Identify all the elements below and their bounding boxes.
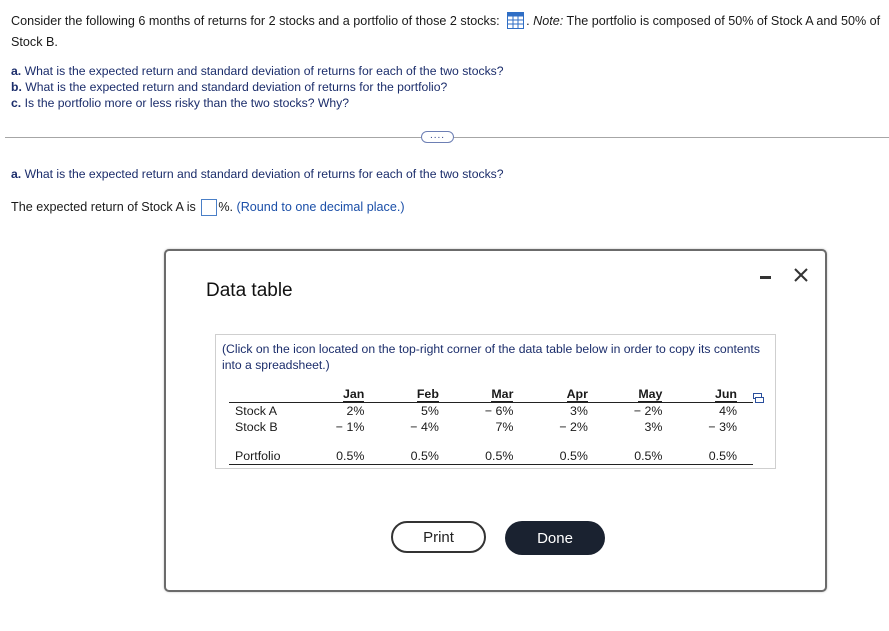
table-cell: − 2%: [559, 420, 588, 434]
part-c: c. Is the portfolio more or less risky than the two stocks? Why?: [11, 96, 350, 110]
row-label: Portfolio: [229, 448, 306, 465]
data-table-panel: [215, 334, 776, 469]
table-row-stock-a: [229, 403, 753, 420]
answer-input[interactable]: [201, 199, 217, 216]
table-cell: 0.5%: [455, 448, 530, 465]
table-cell: 4%: [719, 404, 737, 418]
table-cell: 0.5%: [678, 448, 753, 465]
table-cell: 7%: [495, 420, 514, 434]
col-header-jun: Jun: [714, 387, 737, 401]
question-parts: [11, 63, 504, 111]
minimize-icon[interactable]: [758, 266, 774, 280]
answer-line: [11, 199, 405, 216]
table-cell: 0.5%: [604, 448, 679, 465]
row-label: Stock A: [235, 404, 278, 418]
part-b: b. What is the expected return and standard deviation of returns for the portfolio?: [11, 80, 448, 94]
col-header-feb: Feb: [416, 387, 439, 401]
table-cell: 0.5%: [306, 448, 381, 465]
print-button[interactable]: Print: [391, 521, 486, 553]
part-a-heading: a. What is the expected return and standard deviation of returns for each of the two stocks?: [11, 167, 504, 181]
part-a: a. What is the expected return and standard deviation of returns for each of the two stocks?: [11, 64, 504, 78]
table-cell: − 6%: [484, 404, 514, 418]
table-cell: 0.5%: [529, 448, 604, 465]
returns-table: [229, 386, 753, 465]
col-header-jan: Jan: [343, 387, 365, 401]
table-cell: − 4%: [410, 420, 439, 434]
close-icon[interactable]: [792, 266, 810, 284]
note-label: Note:: [533, 14, 564, 28]
intro-text: Consider the following 6 months of returns for 2 stocks and a portfolio of those 2 stocks:: [11, 14, 500, 28]
table-row-portfolio: [229, 448, 753, 465]
col-header-may: May: [638, 387, 663, 401]
table-grid-icon[interactable]: [507, 12, 524, 29]
table-cell: − 3%: [708, 420, 737, 434]
rounding-hint: (Round to one decimal place.): [236, 200, 405, 214]
table-cell: − 2%: [633, 404, 663, 418]
table-cell: 2%: [346, 404, 365, 418]
table-cell: − 1%: [335, 420, 365, 434]
expand-button[interactable]: ....: [421, 131, 454, 143]
data-table-dialog: [164, 249, 827, 592]
done-button[interactable]: Done: [505, 521, 605, 555]
col-header-mar: Mar: [491, 387, 514, 401]
table-cell: 3%: [644, 420, 663, 434]
row-label: Stock B: [235, 420, 278, 434]
table-cell: 5%: [420, 404, 439, 418]
dialog-title: Data table: [206, 280, 293, 301]
answer-prefix: The expected return of Stock A is: [11, 200, 196, 214]
col-header-apr: Apr: [566, 387, 588, 401]
table-row-stock-b: [229, 419, 753, 435]
copy-to-spreadsheet-icon[interactable]: [753, 390, 764, 400]
copy-instruction: (Click on the icon located on the top-right corner of the data table below in order to copy its contents into a spreadsheet.): [222, 342, 760, 372]
question-intro: Consider the following 6 months of returns for 2 stocks and a portfolio of those 2 stocks: . Note: The portfolio is composed of 50% of Stock A and 50% of Stock B.: [11, 14, 881, 49]
table-cell: 0.5%: [380, 448, 455, 465]
table-header-row: [229, 386, 753, 403]
note-text: The portfolio is composed of 50% of Stock A and 50% of Stock B.: [11, 14, 881, 49]
table-cell: 3%: [570, 404, 588, 418]
answer-suffix: %.: [218, 200, 234, 214]
table-spacer: [229, 435, 753, 448]
